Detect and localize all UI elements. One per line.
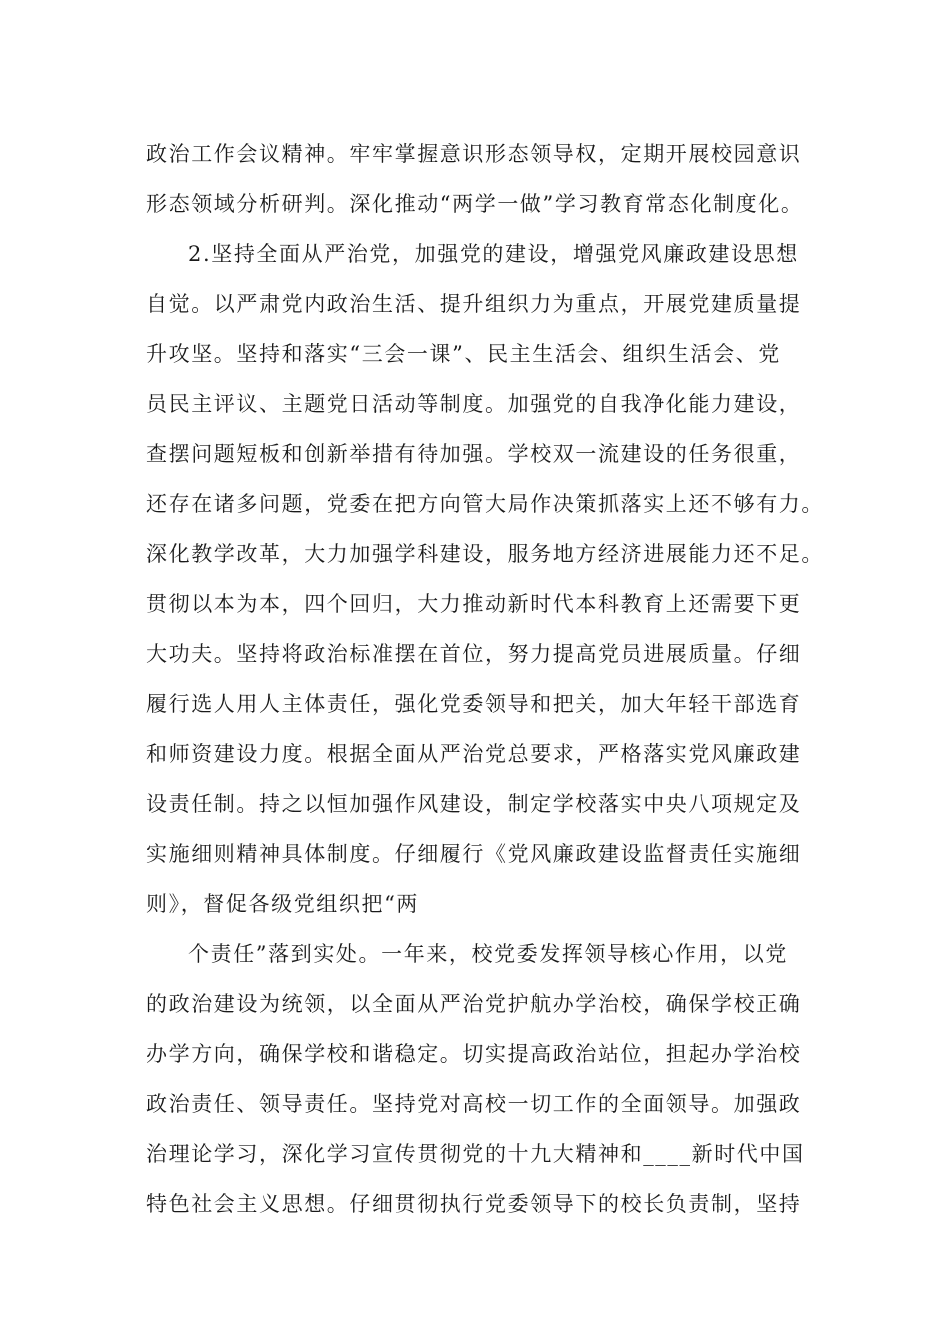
text-line: 治理论学习，深化学习宣传贯彻党的十九大精神和____新时代中国 (146, 1142, 805, 1166)
text-line: 深化教学改革，大力加强学科建设，服务地方经济进展能力还不足。 (146, 542, 824, 566)
text-line: 办学方向，确保学校和谐稳定。切实提高政治站位，担起办学治校 (146, 1042, 802, 1066)
text-line: 则》，督促各级党组织把“两 (146, 892, 420, 916)
text-line: 升攻坚。坚持和落实“三会一课”、民主生活会、组织生活会、党 (146, 342, 781, 366)
text-line: 形态领域分析研判。深化推动“两学一做”学习教育常态化制度化。 (146, 192, 804, 216)
paragraph-start-line: 2.坚持全面从严治党，加强党的建设，增强党风廉政建设思想 (188, 242, 799, 266)
text-line: 实施细则精神具体制度。仔细履行《党风廉政建设监督责任实施细 (146, 842, 802, 866)
text-line: 大功夫。坚持将政治标准摆在首位，努力提高党员进展质量。仔细 (146, 642, 802, 666)
text-line: 设责任制。持之以恒加强作风建设，制定学校落实中央八项规定及 (146, 792, 802, 816)
text-line: 还存在诸多问题，党委在把方向管大局作决策抓落实上还不够有力。 (146, 492, 824, 516)
text-line: 自觉。以严肃党内政治生活、提升组织力为重点，开展党建质量提 (146, 292, 802, 316)
text-line: 政治工作会议精神。牢牢掌握意识形态领导权，定期开展校园意识 (146, 142, 802, 166)
text-line: 政治责任、领导责任。坚持党对高校一切工作的全面领导。加强政 (146, 1092, 802, 1116)
text-line: 特色社会主义思想。仔细贯彻执行党委领导下的校长负责制，坚持 (146, 1192, 802, 1216)
text-line: 履行选人用人主体责任，强化党委领导和把关，加大年轻干部选育 (146, 692, 802, 716)
paragraph-start-line: 个责任”落到实处。一年来，校党委发挥领导核心作用，以党 (188, 942, 788, 966)
text-line: 查摆问题短板和创新举措有待加强。学校双一流建设的任务很重， (146, 442, 802, 466)
text-line: 员民主评议、主题党日活动等制度。加强党的自我净化能力建设， (146, 392, 802, 416)
text-line: 贯彻以本为本，四个回归，大力推动新时代本科教育上还需要下更 (146, 592, 802, 616)
text-line: 和师资建设力度。根据全面从严治党总要求，严格落实党风廉政建 (146, 742, 802, 766)
text-line: 的政治建设为统领，以全面从严治党护航办学治校，确保学校正确 (146, 992, 802, 1016)
